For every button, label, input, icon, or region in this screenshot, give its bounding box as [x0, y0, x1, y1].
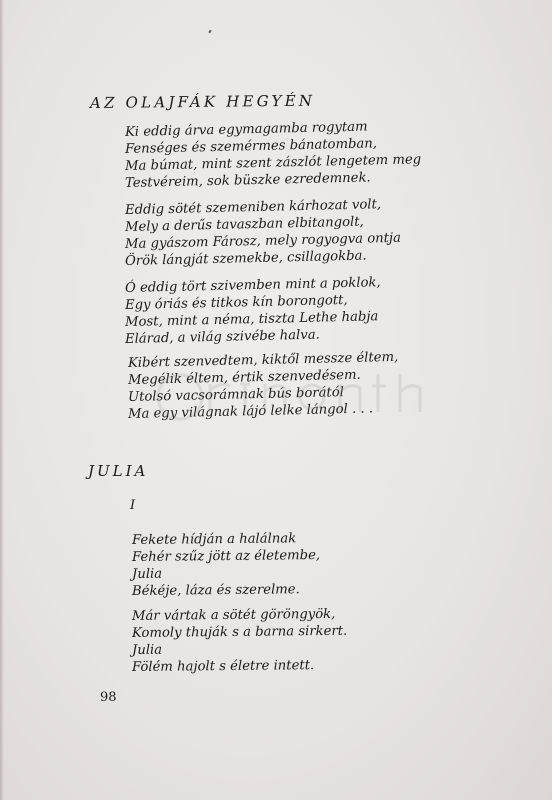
poem-title: JULIA [88, 462, 149, 480]
stanza [124, 275, 381, 348]
verse-line: Julia [131, 566, 163, 582]
verse-line: Mely a derűs tavaszban elbitangolt, [124, 214, 364, 235]
verse-line: Fekete hídján a halálnak [131, 531, 297, 548]
verse-line: Ma egy világnak lájó lelke lángol . . . [127, 401, 374, 422]
verse-line: Fenséges és szemérmes bánatomban, [124, 136, 378, 157]
page-number: 98 [100, 690, 117, 705]
stanza [132, 532, 320, 600]
verse-line: Testvéreim, sok büszke ezredemnek. [124, 170, 371, 191]
stanza [132, 608, 347, 676]
stanza [124, 119, 422, 192]
verse-line: Békéje, láza és szerelme. [131, 582, 300, 599]
verse-line: Ma gyászom Fárosz, mely rogyogva ontja [124, 230, 402, 252]
watermark-logo [150, 362, 450, 432]
verse-line: Fölém hajolt s életre intett. [131, 658, 315, 675]
verse-line: Örök lángját szemekbe, csillagokba. [124, 248, 367, 269]
verse-line: Ma búmat, mint szent zászlót lengetem meg [124, 152, 422, 174]
verse-line: Már vártak a sötét göröngyök, [131, 606, 336, 624]
stanza [124, 197, 402, 270]
verse-line: Kibért szenvedtem, kiktől messze éltem, [127, 349, 399, 371]
page-edge-shadow [0, 0, 4, 800]
verse-line: Utolsó vacsorámnak bús borától [127, 385, 345, 405]
verse-line: Ó eddig tört szivemben mint a poklok, [124, 275, 381, 296]
verse-line: Ki eddig árva egymagamba rogytam [124, 119, 368, 140]
verse-line: Fehér szűz jött az életembe, [131, 548, 321, 565]
verse-line: Eddig sötét szemeniben kárhozat volt, [124, 197, 382, 218]
verse-line: Julia [131, 642, 163, 658]
verse-line: Most, mint a néma, tiszta Lethe habja [124, 309, 379, 330]
poem-title: AZ OLAJFÁK HEGYÉN [89, 91, 316, 112]
verse-line: Elárad, a világ szivébe halva. [124, 327, 320, 347]
verse-line: Megélik éltem, értik szenvedésem. [127, 367, 361, 388]
verse-line: Komoly thuják s a barna sirkert. [131, 623, 348, 641]
ink-speck [208, 30, 211, 34]
verse-line: Egy óriás és titkos kín borongott, [124, 292, 348, 313]
section-number: I [130, 498, 136, 513]
